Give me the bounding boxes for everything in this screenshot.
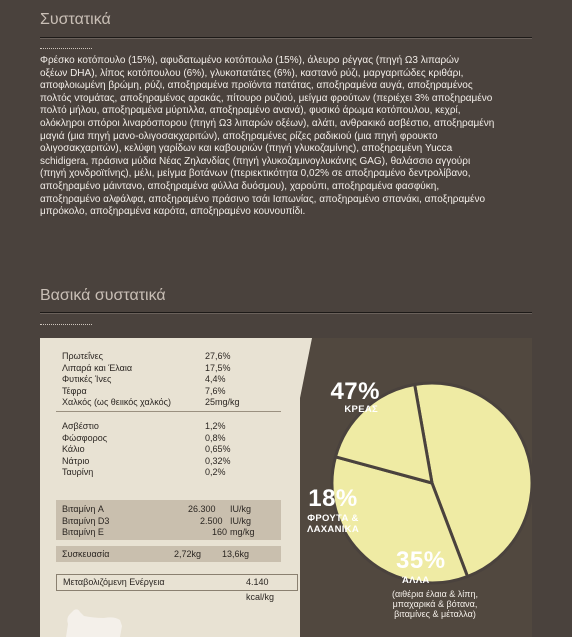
separator [56,411,281,412]
analysis-row: Φώσφορος 0,8% [62,432,226,443]
pie-other-label: 35% ΆΛΛΑ (αιθέρια έλαια & λίπη, μπαχαρικά & βότανα, βιταμίνες & μέταλλα) [391,547,479,619]
analysis-row: Λιπαρά και Έλαια 17,5% [62,362,231,373]
pie-fruit-label: 18% ΦΡΟΥΤΑ & ΛΑΧΑΝΙΚΑ [306,485,359,535]
dog-icon [60,606,130,637]
analysis-group-main [40,351,295,409]
pie-meat-label: 47% ΚΡΕΑΣ [330,378,380,415]
divider [40,312,532,314]
ingredients-title: Συστατικά [40,11,111,28]
dashed-divider [40,324,92,325]
analysis-row: Βιταμίνη D3 2.500 IU/kg [62,515,252,526]
analysis-row: Βιταμίνη E 160 mg/kg [62,527,255,537]
analysis-row: Χαλκός (ως θειικός χαλκός) 25mg/kg [62,397,240,407]
analysis-group-minerals [40,421,295,479]
dashed-divider [40,48,92,49]
analysis-row: Νάτριο 0,32% [62,455,231,466]
analysis-row: Βιταμίνη A 26.300 IU/kg [62,504,252,514]
analysis-row: Ταυρίνη 0,2% [62,467,226,477]
packaging-row: Συσκευασία 2,72kg 13,6kg [62,549,250,559]
ingredients-text: Φρέσκο κοτόπουλο (15%), αφυδατωμένο κοτόπουλο (15%), άλευρο ρέγγας (πηγή Ω3 λιπαρών οξέων DHA), λίπος κοτόπουλου (6%), γλυκοπατάτες (6%), καστανό ρύζι, μαργαριτώδες κριθάρι, αποφλοιωμένη βρώμη, ρύζι, αποξηραμένα προϊόντα πατάτας, αποξηραμένα αυγά, αποξηραμένος πολτός ντομάτας, αποξηραμένος αρακάς, πίτουρο ρυζιού, μείγμα φρούτων (περιέχει 3% αποξηραμένο πολτό μήλου, αποξηραμένα μύρτιλλα, αποξηραμένο ανανά), φυσικό άρωμα κοτόπουλου, κεχρί, ολόκληροι σπόροι λιναρόσπορου (πηγή Ω3 λιπαρών οξέων), αλάτι, ανθρακικό ασβέστιο, αποξηραμένη μαγιά (μια πηγή μανο-ολιγοσακχαριτών), αποξηραμένες ρίζες ραδικιού (μια πηγή φρουκτο ολιγοσακχαριτών), κελύφη γαρίδων και καβουριών (πηγή γλυκοζαμίνης), αποξηραμένη Yucca schidigera, πράσινα μύδια Νέας Ζηλανδίας (πηγή γλυκοζαμινογλυκάνης GAG), θαλάσσιο αγγούρι (πηγή χονδροϊτίνης), μέλι, μείγμα βοτάνων (περιεκτικότητα 0,02% σε αποξηραμένο δεντρολίβανο, αποξηραμένο μάιντανο, αποξηραμένα φύλλα δυόσμου), χαρούπι, αποξηραμένα φασφύκη, αποξηραμένο αλφάλφα, αποξηραμένο πράσινο τσάι Ιαπωνίας, αποξηραμένο σπανάκι, αποξηραμένο μπρόκολο, αποξηραμένα καρότα, αποξηραμένο κουνουπίδι. [40,55,495,218]
energy-box: Μεταβολιζόμενη Ενέργεια 4.140 kcal/kg [56,574,298,591]
analysis-row: Φυτικές Ίνες 4,4% [62,374,226,384]
divider [40,37,532,39]
analysis-row: Κάλιο 0,65% [62,444,231,454]
analysis-row: Τέφρα 7,6% [62,385,226,396]
analysis-card [40,338,532,637]
analysis-row: Πρωτεΐνες 27,6% [62,351,231,361]
analysis-group-vitamins [40,504,295,539]
basic-ingredients-title: Βασικά συστατικά [40,287,166,304]
analysis-row: Ασβέστιο 1,2% [62,421,226,431]
